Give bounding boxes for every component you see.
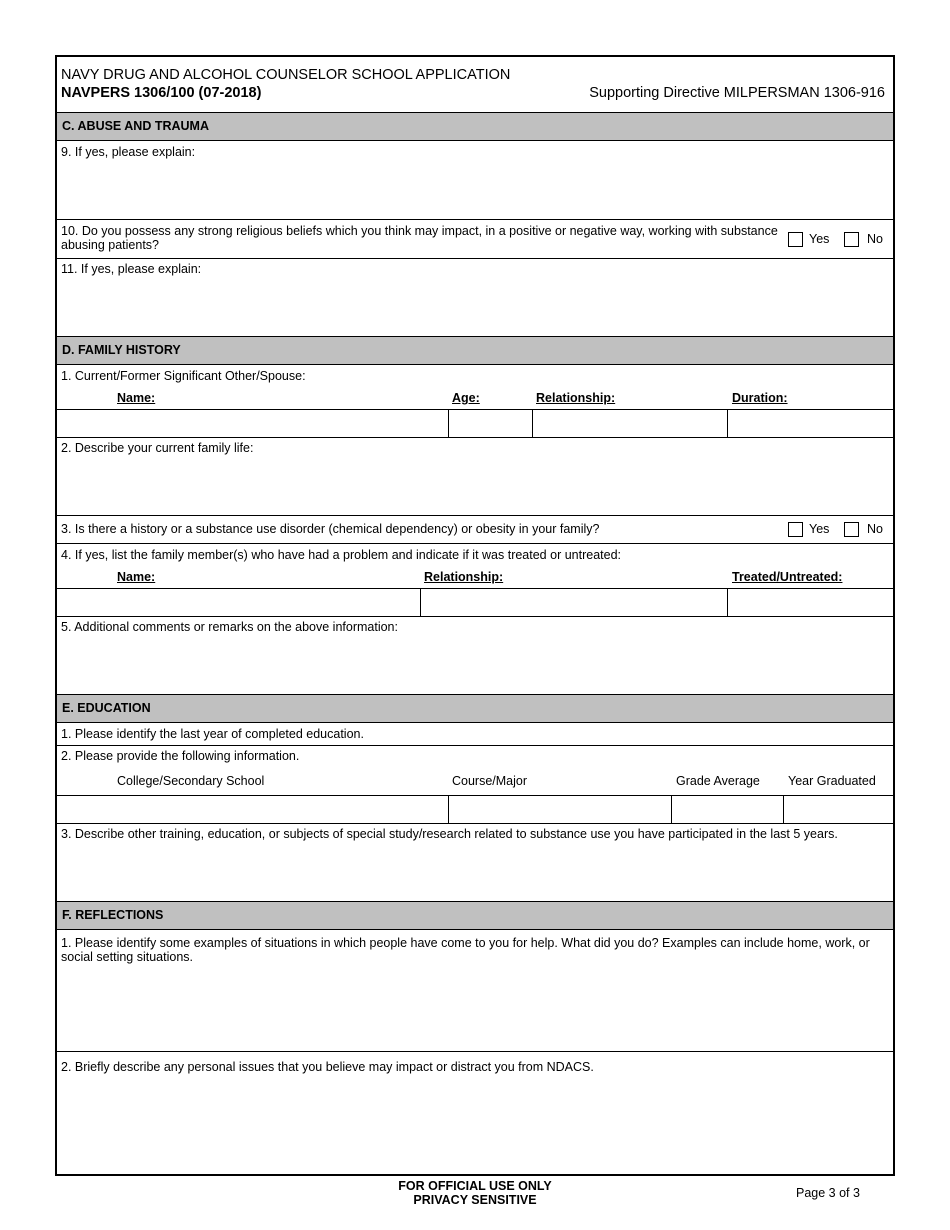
form-page [55, 55, 895, 1176]
answer-c9-field[interactable] [61, 161, 887, 217]
divider [57, 258, 893, 259]
column-year-graduated: Year Graduated [788, 774, 876, 788]
question-d4: 4. If yes, list the family member(s) who have had a problem and indicate if it was treated or untreated: [61, 548, 621, 562]
section-f-header: F. REFLECTIONS [57, 901, 893, 930]
column-name: Name: [117, 391, 156, 405]
divider [57, 616, 893, 617]
question-e1: 1. Please identify the last year of completed education. [61, 727, 364, 741]
answer-d2-field[interactable] [61, 457, 887, 513]
section-e-header: E. EDUCATION [57, 694, 893, 723]
checkbox-label: No [867, 232, 883, 246]
question-f1: 1. Please identify some examples of situations in which people have come to you for help. What did you do? Examples can include home, work, or social setting situations. [61, 936, 870, 964]
question-e3: 3. Describe other training, education, or subjects of special study/research related to substance use you have participated in the last 5 years. [61, 827, 838, 841]
question-e2: 2. Please provide the following information. [61, 749, 300, 763]
question-c9: 9. If yes, please explain: [61, 145, 196, 159]
d1-age-input[interactable] [449, 410, 532, 436]
d4-name-input[interactable] [57, 589, 420, 615]
answer-c11-field[interactable] [61, 278, 887, 334]
column-relationship: Relationship: [536, 391, 616, 405]
d4-treated-input[interactable] [728, 589, 893, 615]
divider [57, 823, 893, 824]
form-number: NAVPERS 1306/100 (07-2018) [61, 85, 262, 101]
question-d3: 3. Is there a history or a substance use disorder (chemical dependency) or obesity in your family? [61, 522, 600, 536]
answer-e3-field[interactable] [61, 843, 887, 899]
divider [57, 219, 893, 220]
divider [57, 543, 893, 544]
answer-f2-field[interactable] [61, 1077, 887, 1169]
answer-f1-field[interactable] [61, 967, 887, 1049]
divider [57, 1051, 893, 1052]
column-course-major: Course/Major [452, 774, 528, 788]
d1-duration-input[interactable] [728, 410, 893, 436]
e2-grade-input[interactable] [672, 796, 783, 822]
d4-relationship-input[interactable] [421, 589, 727, 615]
supporting-directive: Supporting Directive MILPERSMAN 1306-916 [589, 85, 885, 101]
column-college-school: College/Secondary School [117, 774, 265, 788]
divider [57, 745, 893, 746]
divider [57, 437, 893, 438]
checkbox-c10-no[interactable] [844, 232, 859, 247]
question-d5: 5. Additional comments or remarks on the above information: [61, 620, 398, 634]
checkbox-d3-no[interactable] [844, 522, 859, 537]
column-treated-untreated: Treated/Untreated: [732, 570, 843, 584]
question-c10: 10. Do you possess any strong religious beliefs which you think may impact, in a positive or negative way, working with substance abusing patients? [61, 224, 778, 252]
e2-course-input[interactable] [449, 796, 671, 822]
answer-d5-field[interactable] [61, 636, 887, 692]
divider [57, 515, 893, 516]
footer-fouo [375, 1179, 575, 1207]
checkbox-c10-yes[interactable] [788, 232, 803, 247]
form-title: NAVY DRUG AND ALCOHOL COUNSELOR SCHOOL APPLICATION [61, 67, 511, 83]
checkbox-label: No [867, 522, 883, 536]
footer-line-2: PRIVACY SENSITIVE [413, 1193, 537, 1207]
e2-year-input[interactable] [784, 796, 893, 822]
question-d1: 1. Current/Former Significant Other/Spouse: [61, 369, 306, 383]
footer-line-1: FOR OFFICIAL USE ONLY [398, 1179, 552, 1193]
d1-name-input[interactable] [57, 410, 448, 436]
column-name: Name: [117, 570, 156, 584]
checkbox-label: Yes [809, 522, 830, 536]
column-age: Age: [452, 391, 480, 405]
column-grade-average: Grade Average [676, 774, 760, 788]
section-c-header: C. ABUSE AND TRAUMA [57, 112, 893, 141]
e2-school-input[interactable] [57, 796, 448, 822]
column-duration: Duration: [732, 391, 788, 405]
column-relationship: Relationship: [424, 570, 504, 584]
question-f2: 2. Briefly describe any personal issues that you believe may impact or distract you from NDACS. [61, 1060, 594, 1074]
page-number: Page 3 of 3 [796, 1186, 860, 1200]
d1-relationship-input[interactable] [533, 410, 727, 436]
section-d-header: D. FAMILY HISTORY [57, 336, 893, 365]
checkbox-d3-yes[interactable] [788, 522, 803, 537]
question-d2: 2. Describe your current family life: [61, 441, 254, 455]
question-c11: 11. If yes, please explain: [61, 262, 202, 276]
checkbox-label: Yes [809, 232, 830, 246]
